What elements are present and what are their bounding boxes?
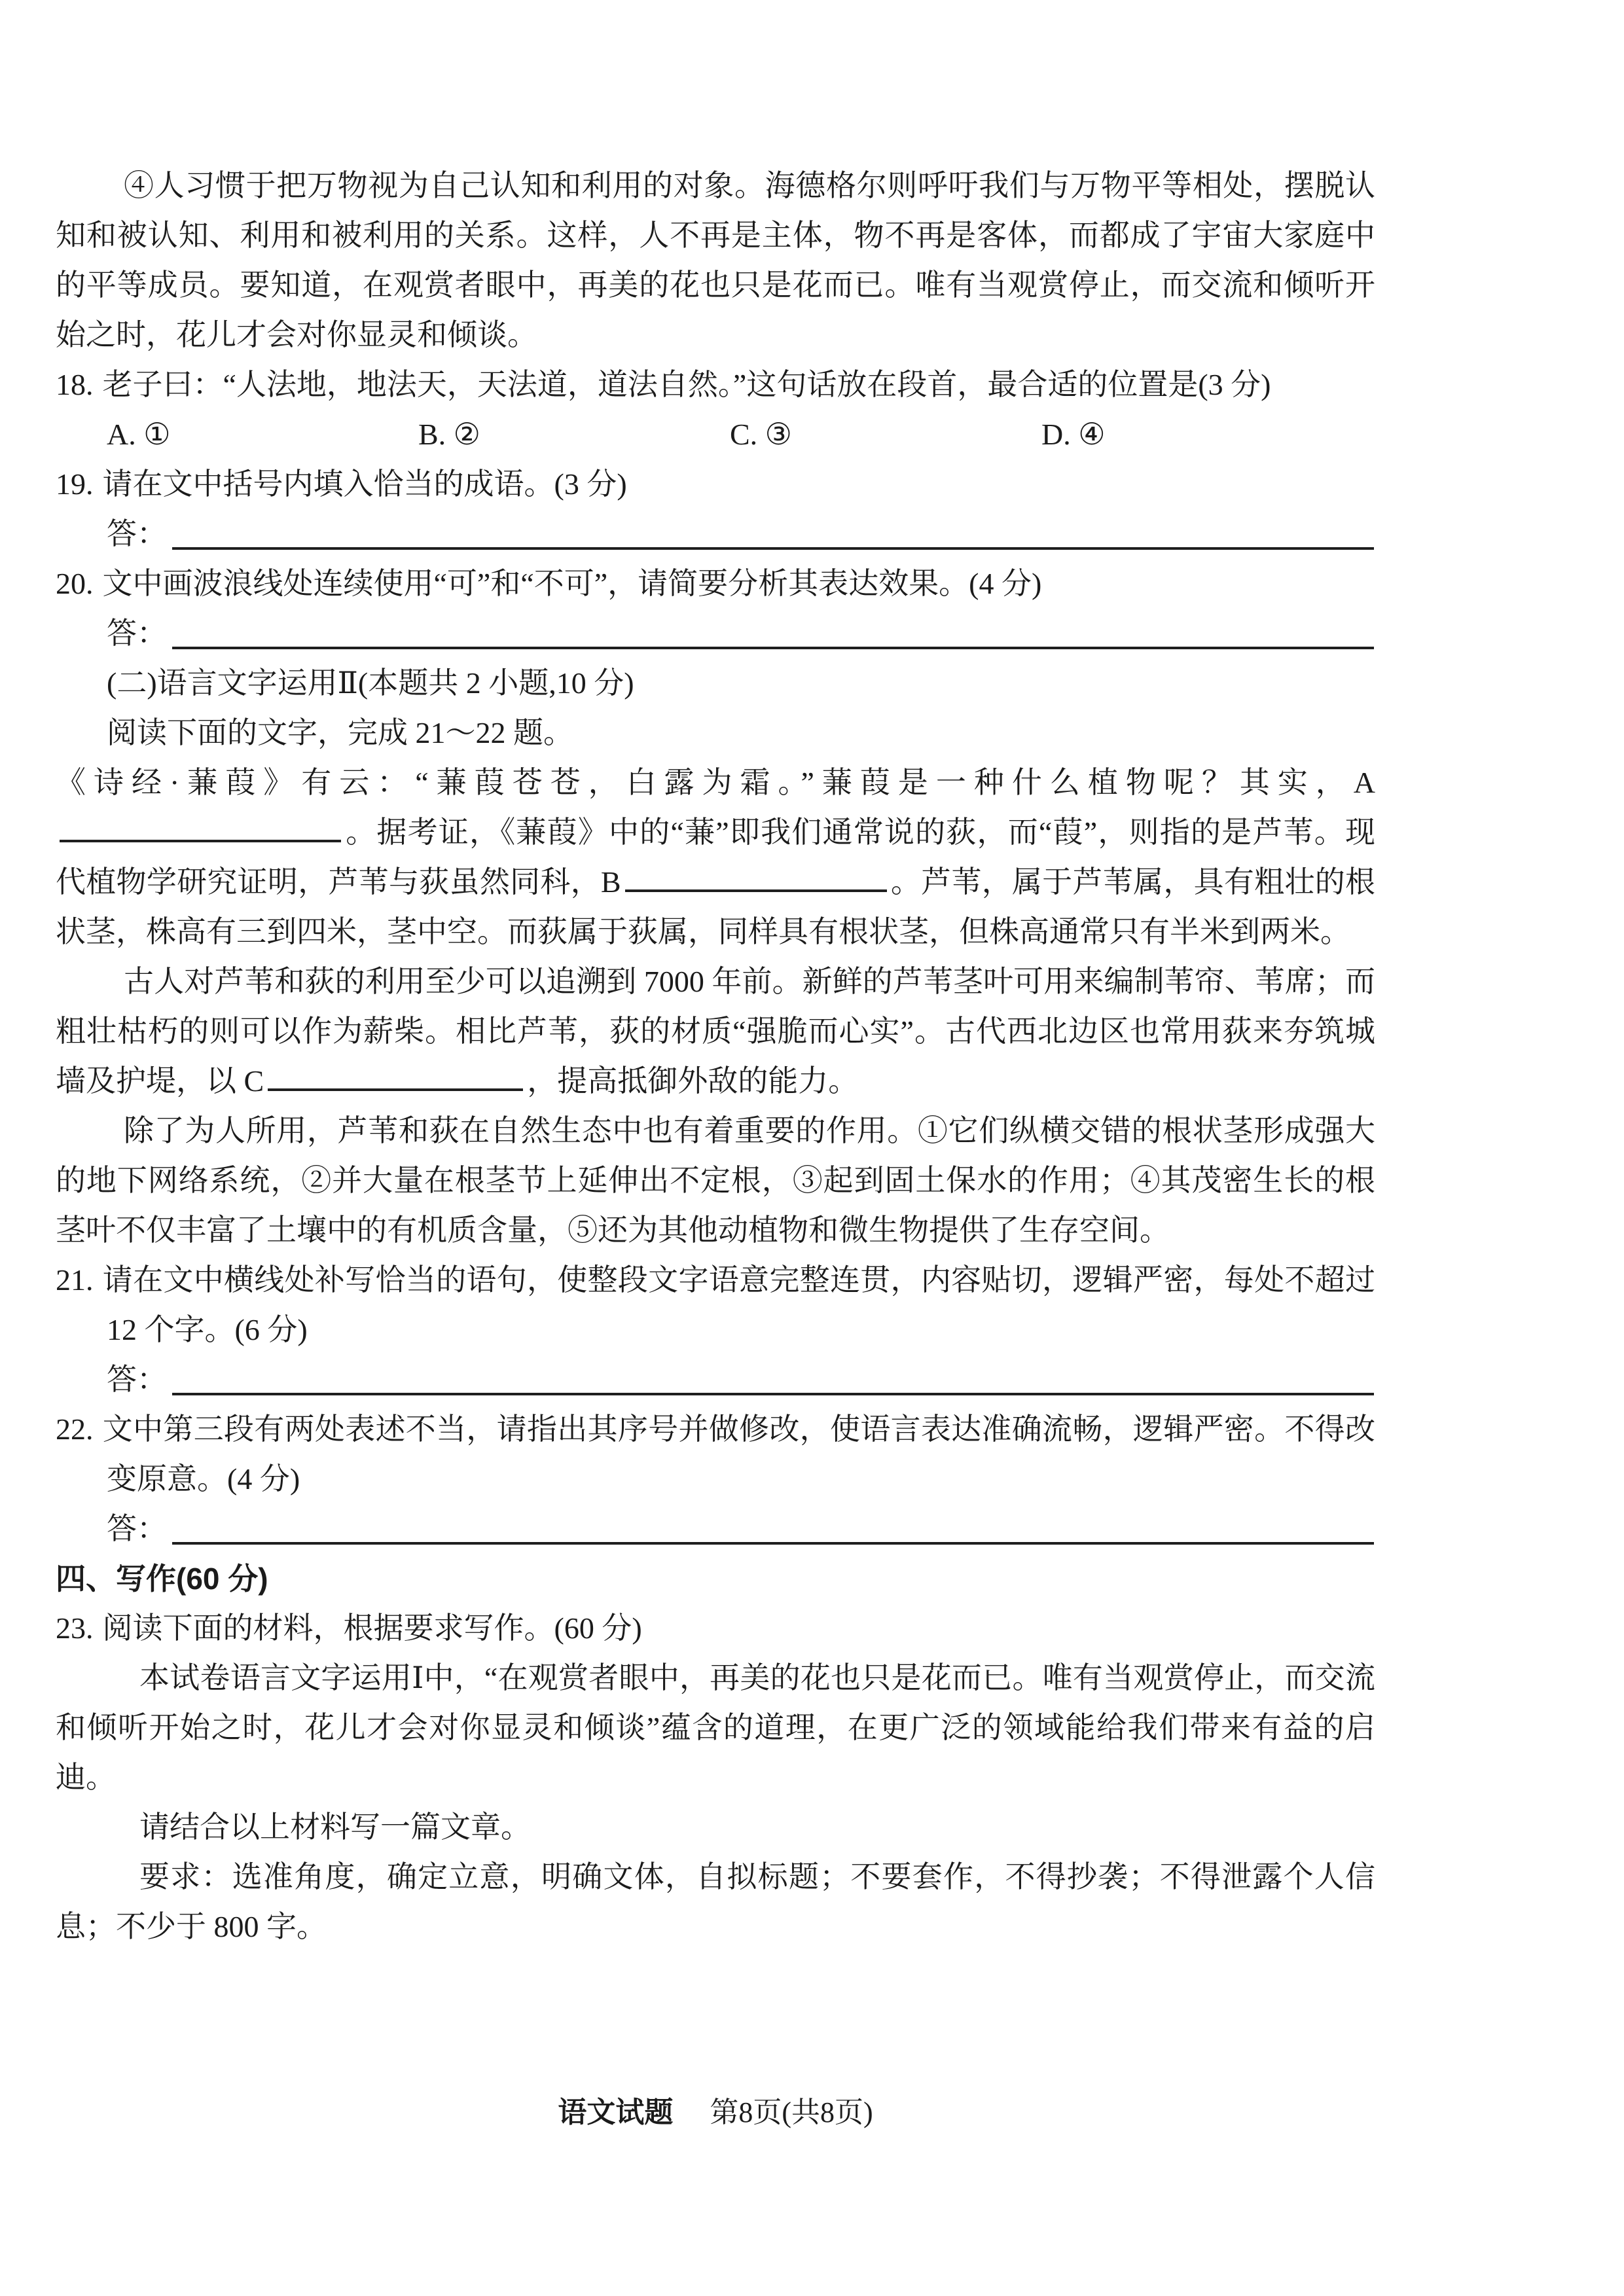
question-22-number: 22. (56, 1412, 94, 1446)
question-19-answer-line (56, 509, 1375, 559)
intro-paragraph-text: ④人习惯于把万物视为自己认知和利用的对象。海德格尔则呼吁我们与万物平等相处，摆脱认知和被认知、利用和被利用的关系。这样，人不再是主体，物不再是客体，而都成了宇宙大家庭中的平等成员。要知道，在观赏者眼中，再美的花也只是花而已。唯有当观赏停止，而交流和倾听开始之时，花儿才会对你显灵和倾谈。 (56, 169, 1375, 351)
answer-label-22: 答： (107, 1512, 167, 1545)
passage-p1-seg2: 。据考证，《蒹葭》中的“蒹”即我们通常说的荻，而“葭”，则指的是芦苇。现代植物学研究证明，芦苇与荻虽然同科，B (56, 816, 1375, 899)
passage-p3-text: 除了为人所用，芦苇和荻在自然生态中也有着重要的作用。①它们纵横交错的根状茎形成强大的地下网络系统，②并大量在根茎节上延伸出不定根，③起到固土保水的作用；④其茂密生长的根茎叶不仅丰富了土壤中的有机质含量，⑤还为其他动植物和微生物提供了生存空间。 (56, 1114, 1375, 1247)
essay-requirements-text: 要求：选准角度，确定立意，明确文体，自拟标题；不要套作，不得抄袭；不得泄露个人信息；不少于 800 字。 (56, 1860, 1375, 1943)
option-c: C. ③ (730, 418, 792, 451)
question-21 (56, 1255, 1375, 1355)
option-d: D. ④ (1041, 418, 1106, 451)
question-22-answer-line (56, 1504, 1375, 1554)
essay-material-text: 本试卷语言文字运用Ⅰ中，“在观赏者眼中，再美的花也只是花而已。唯有当观赏停止，而交流和倾听开始之时，花儿才会对你显灵和倾谈”蕴含的道理，在更广泛的领域能给我们带来有益的启迪。 (56, 1661, 1375, 1794)
question-20-answer-line (56, 609, 1375, 658)
footer-page-info: 第8页(共8页) (710, 2096, 873, 2128)
question-20 (56, 559, 1375, 609)
page-content (56, 161, 1375, 1952)
answer-blank-19 (172, 547, 1374, 550)
question-23-number: 23. (56, 1611, 94, 1645)
answer-label-19: 答： (107, 517, 167, 550)
passage-p2-seg2: ，提高抵御外敌的能力。 (527, 1064, 859, 1098)
answer-blank-20 (172, 647, 1374, 649)
question-19-stem: 请在文中括号内填入恰当的成语。(3 分) (102, 467, 627, 501)
passage-paragraph-3 (56, 1106, 1375, 1255)
question-20-stem: 文中画波浪线处连续使用“可”和“不可”，请简要分析其表达效果。(4 分) (102, 567, 1042, 600)
question-18-number: 18. (56, 368, 94, 401)
section-iv-heading (56, 1554, 1375, 1604)
answer-label-21: 答： (107, 1363, 167, 1396)
reading-instruction (56, 708, 1375, 758)
essay-material (56, 1653, 1375, 1803)
fill-blank-c (268, 1064, 523, 1091)
option-b: B. ② (418, 418, 480, 451)
intro-paragraph (56, 161, 1375, 360)
section-ii-heading (56, 658, 1375, 708)
passage-p2-seg1: 古人对芦苇和荻的利用至少可以追溯到 7000 年前。新鲜的芦苇茎叶可用来编制苇帘、苇席；而粗壮枯朽的则可以作为薪柴。相比芦苇，荻的材质“强脆而心实”。古代西北边区也常用荻来夯筑城墙及护堤，以 C (56, 965, 1375, 1098)
essay-requirements (56, 1852, 1375, 1952)
answer-blank-21 (172, 1393, 1374, 1395)
passage-p1-seg3: 。芦苇，属于芦苇属，具有粗壮的根状茎，株高有三到四米，茎中空。而荻属于荻属，同样具有根状茎，但株高通常只有半米到两米。 (56, 865, 1376, 948)
question-23 (56, 1604, 1375, 1653)
answer-label-20: 答： (107, 617, 167, 650)
question-21-stem: 请在文中横线处补写恰当的语句，使整段文字语意完整连贯，内容贴切，逻辑严密，每处不超过 12 个字。(6 分) (102, 1263, 1375, 1346)
essay-instruction-text: 请结合以上材料写一篇文章。 (139, 1810, 531, 1844)
passage-paragraph-2 (56, 957, 1375, 1106)
question-19 (56, 459, 1375, 509)
question-20-number: 20. (56, 567, 94, 600)
essay-instruction (56, 1803, 1375, 1852)
question-21-number: 21. (56, 1263, 94, 1297)
passage-p1-seg1: 《诗经·蒹葭》有云：“蒹葭苍苍，白露为霜。”蒹葭是一种什么植物呢？其实，A (56, 766, 1375, 799)
question-18-options (56, 410, 1375, 459)
answer-blank-22 (172, 1542, 1374, 1545)
fill-blank-a (60, 815, 341, 842)
section-iv-heading-text: 四、写作(60 分) (56, 1562, 268, 1596)
question-19-number: 19. (56, 467, 94, 501)
question-21-answer-line (56, 1355, 1375, 1405)
footer-title: 语文试题 (558, 2096, 674, 2128)
question-18 (56, 360, 1375, 410)
section-ii-heading-text: (二)语言文字运用Ⅱ(本题共 2 小题,10 分) (107, 666, 634, 700)
fill-blank-b (625, 865, 887, 892)
page-footer (56, 2093, 1375, 2132)
question-23-stem: 阅读下面的材料，根据要求写作。(60 分) (102, 1611, 642, 1645)
reading-instruction-text: 阅读下面的文字，完成 21～22 题。 (107, 716, 573, 749)
passage-paragraph-1 (56, 758, 1375, 957)
question-22-stem: 文中第三段有两处表述不当，请指出其序号并做修改，使语言表达准确流畅，逻辑严密。不得改变原意。(4 分) (102, 1412, 1375, 1496)
question-18-stem: 老子曰：“人法地，地法天，天法道，道法自然。”这句话放在段首，最合适的位置是(3 分) (102, 368, 1271, 401)
option-a: A. ① (107, 418, 171, 451)
question-22 (56, 1405, 1375, 1504)
